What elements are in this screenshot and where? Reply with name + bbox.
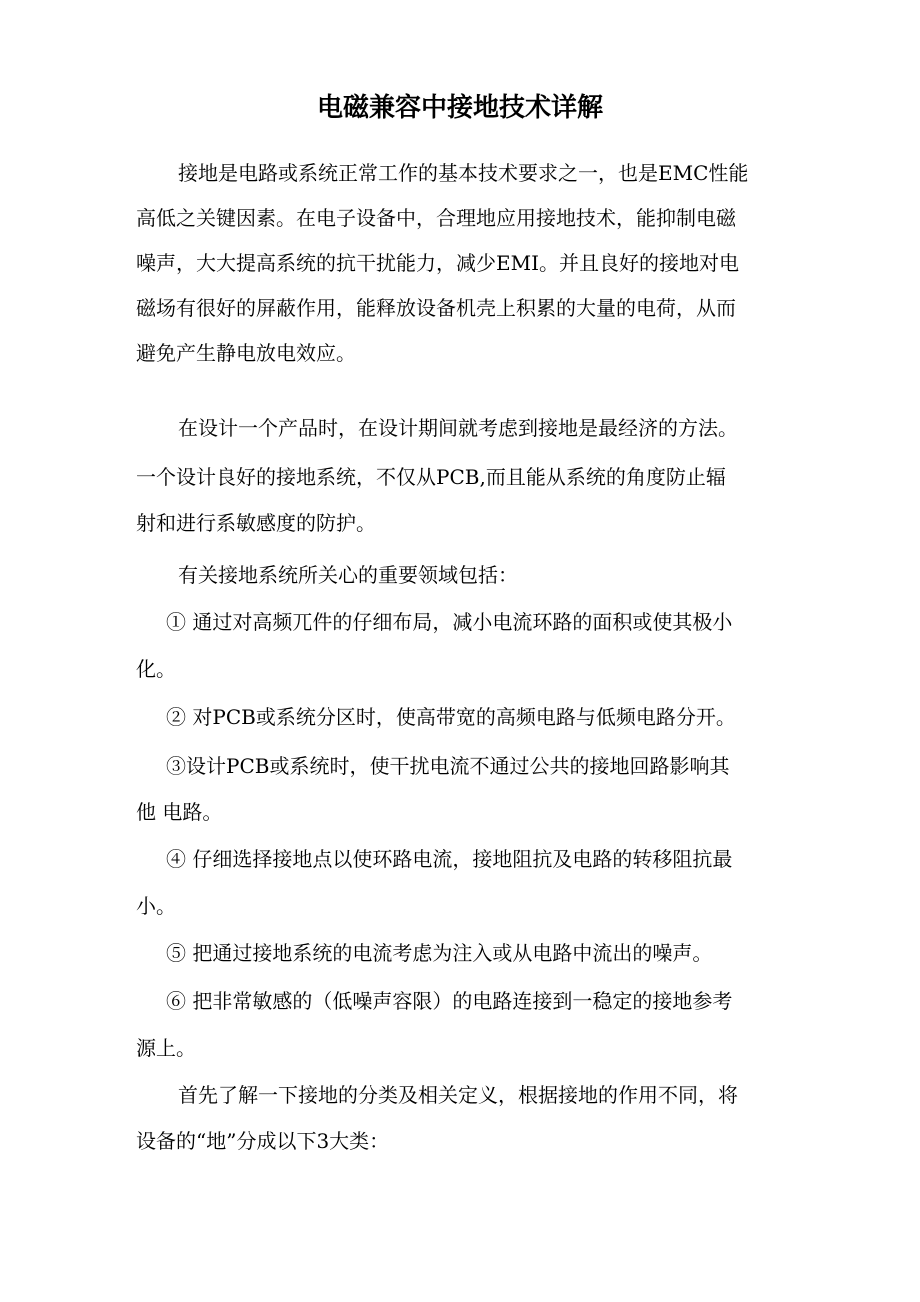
list-item-line: 化。 (136, 657, 176, 681)
paragraph-line: 噪声，大大提高系统的抗干扰能力，减少EMI。并且良好的接地对电 (136, 251, 739, 275)
paragraph-line: 射和进行系敏感度的防护。 (136, 511, 376, 535)
list-item-line: 小。 (136, 894, 176, 918)
list-item-line: ② 对PCB或系统分区时，使高带宽的高频电路与低频电路分开。 (166, 705, 736, 729)
paragraph-line: 设备的“地”分成以下3大类： (136, 1129, 390, 1153)
paragraph-line: 在设计一个产品时，在设计期间就考虑到接地是最经济的方法。 (178, 416, 738, 440)
list-item-line: ③设计PCB或系统时，使干扰电流不通过公共的接地回路影响其 (166, 754, 730, 778)
list-item-line: 源上。 (136, 1036, 196, 1060)
paragraph-line: 高低之关键因素。在电子设备中，合理地应用接地技术，能抑制电磁 (136, 206, 736, 230)
list-item-line: ④ 仔细选择接地点以使环路电流，接地阻抗及电路的转移阻抗最 (166, 847, 733, 871)
paragraph-line: 首先了解一下接地的分类及相关定义，根据接地的作用不同，将 (178, 1083, 738, 1107)
paragraph-line: 有关接地系统所关心的重要领域包括： (178, 563, 518, 587)
paragraph-line: 磁场有很好的屏蔽作用，能释放设备机壳上积累的大量的电荷，从而 (136, 296, 736, 320)
paragraph-line: 一个设计良好的接地系统，不仅从PCB,而且能从系统的角度防止辐 (136, 465, 726, 489)
paragraph-line: 接地是电路或系统正常工作的基本技术要求之一，也是EMC性能 (178, 161, 749, 185)
list-item-line: 他 电路。 (136, 800, 223, 824)
list-item-line: ⑤ 把通过接地系统的电流考虑为注入或从电路中流出的噪声。 (166, 941, 713, 965)
list-item-line: ⑥ 把非常敏感的（低噪声容限）的电路连接到一稳定的接地参考 (166, 989, 733, 1013)
document-title: 电磁兼容中接地技术详解 (316, 93, 603, 123)
paragraph-line: 避免产生静电放电效应。 (136, 341, 356, 365)
list-item-line: ① 通过对高频兀件的仔细布局，减小电流环路的面积或使其极小 (166, 610, 733, 634)
